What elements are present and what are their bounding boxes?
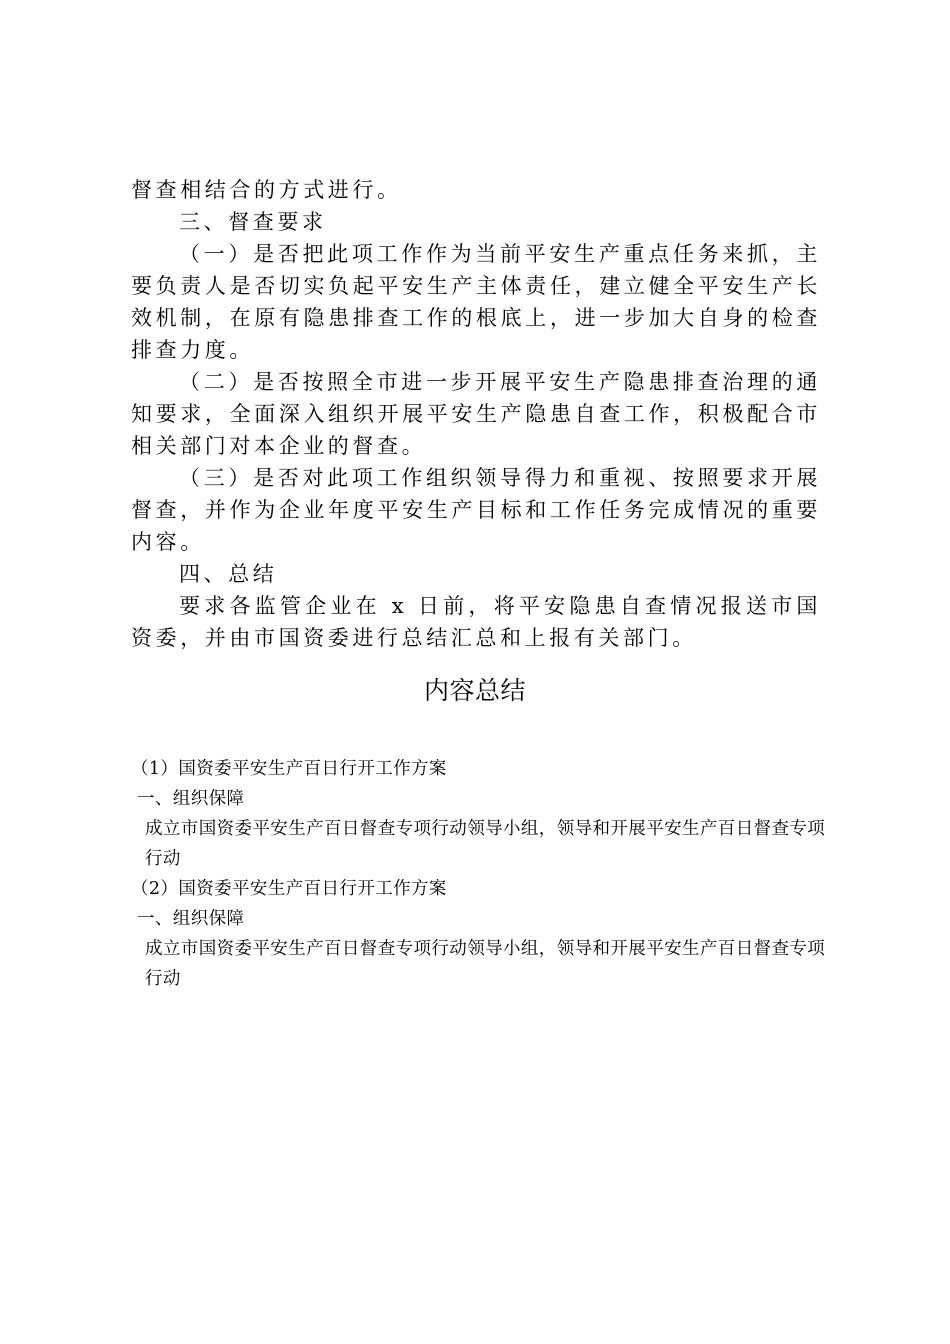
summary-list	[131, 754, 841, 994]
body-paragraph: 督查相结合的方式进行。	[131, 178, 402, 202]
body-paragraph: （二）是否按照全市进一步开展平安生产隐患排查治理的通知要求，全面深入组织开展平安生产隐患自查工作，积极配合市相关部门对本企业的督查。	[131, 370, 821, 458]
body-paragraph: 要求各监管企业在 x 日前，将平安隐患自查情况报送市国资委，并由市国资委进行总结汇总和上报有关部门。	[131, 594, 821, 650]
summary-item: （2）国资委平安生产百日行开工作方案	[131, 879, 447, 899]
summary-item: 一、组织保障	[137, 909, 245, 929]
document-body	[131, 174, 821, 654]
body-paragraph: （三）是否对此项工作组织领导得力和重视、按照要求开展督查，并作为企业年度平安生产目标和工作任务完成情况的重要内容。	[131, 466, 821, 554]
summary-item: 成立市国资委平安生产百日督查专项行动领导小组，领导和开展平安生产百日督查专项行动	[145, 819, 826, 869]
summary-title: 内容总结	[423, 676, 526, 705]
summary-item: （1）国资委平安生产百日行开工作方案	[131, 759, 447, 779]
summary-item: 成立市国资委平安生产百日督查专项行动领导小组，领导和开展平安生产百日督查专项行动	[145, 939, 826, 989]
section-heading: 三、督查要求	[179, 210, 327, 234]
summary-item: 一、组织保障	[137, 789, 245, 809]
section-heading: 四、总结	[179, 562, 278, 586]
body-paragraph: （一）是否把此项工作作为当前平安生产重点任务来抓，主要负责人是否切实负起平安生产主体责任，建立健全平安生产长效机制，在原有隐患排查工作的根底上，进一步加大自身的检查排查力度。	[131, 242, 821, 362]
